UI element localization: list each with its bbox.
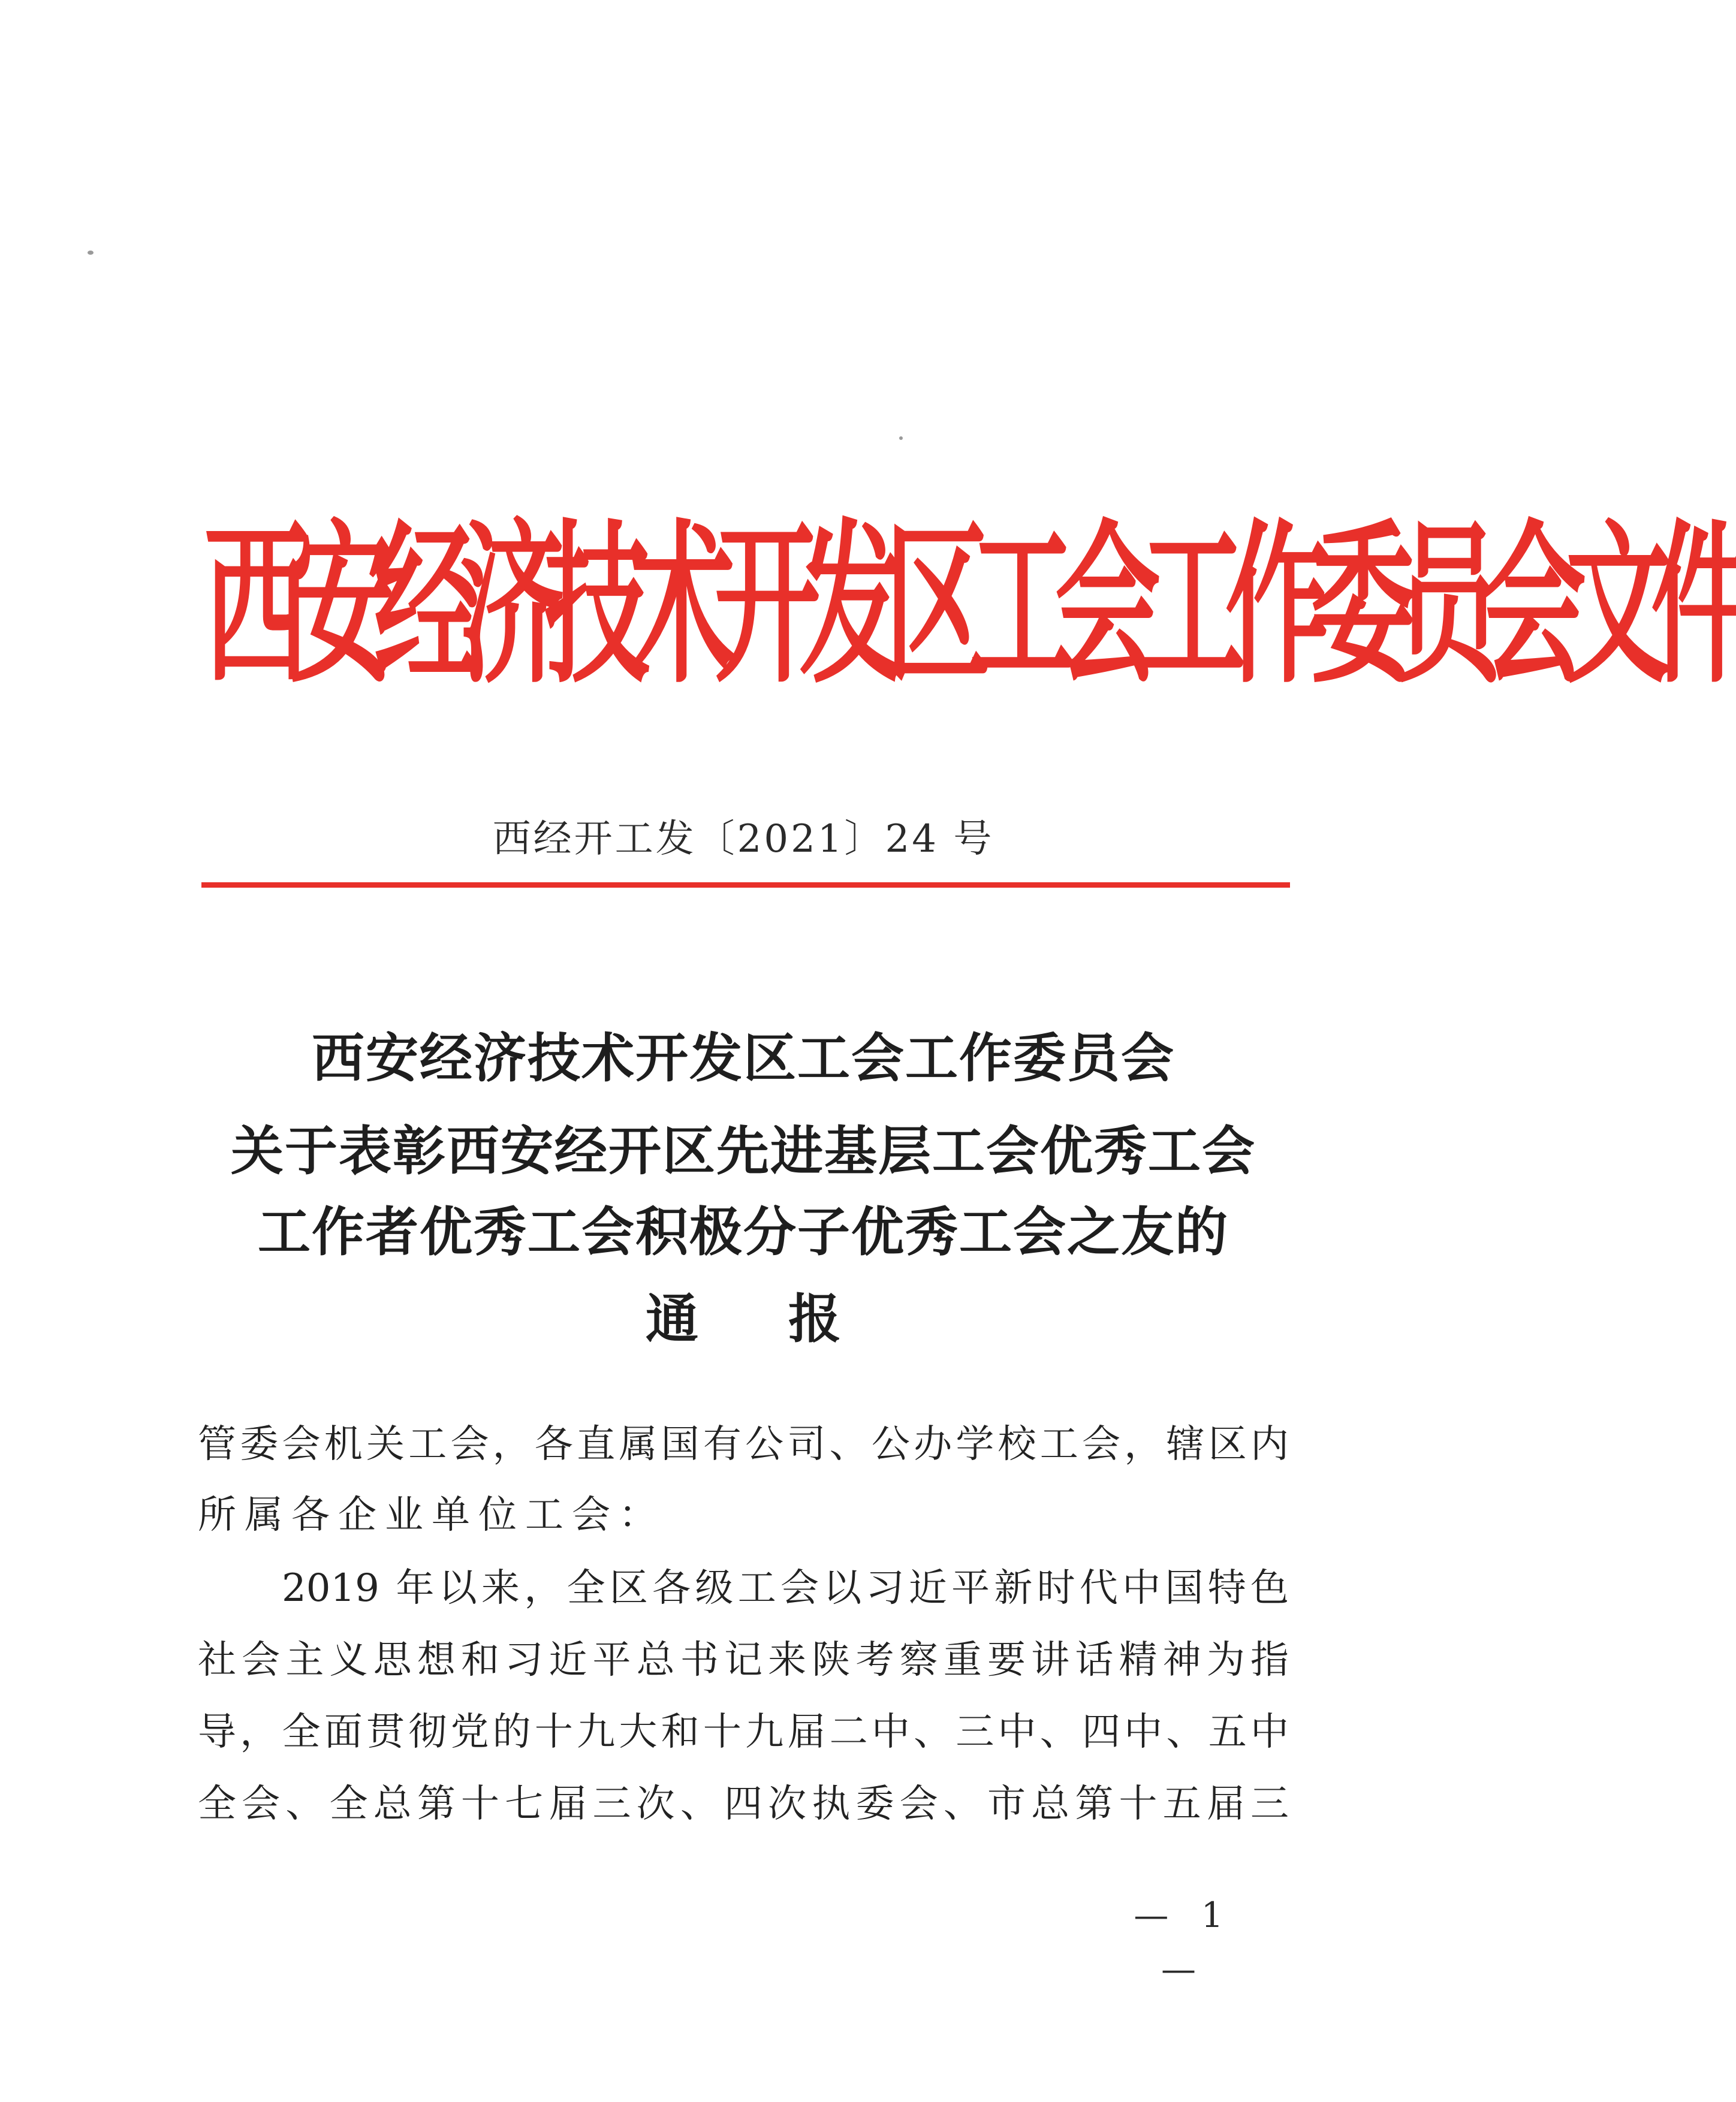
paragraph-line-4: 全会、全总第十七届三次、四次执委会、市总第十五届三	[198, 1782, 1289, 1826]
notice-title-line-1: 西安经济技术开发区工会工作委员会	[311, 1027, 1175, 1089]
masthead-title: 西安经济技术开发区工会工作委员会文件	[204, 502, 1736, 707]
notice-title-line-2: 关于表彰西安经开区先进基层工会优秀工会	[230, 1120, 1256, 1182]
notice-title-line-4: 通报	[645, 1287, 931, 1350]
document-number: 西经开工发〔2021〕24 号	[492, 817, 994, 861]
paragraph-line-1: 2019 年以来，全区各级工会以习近平新时代中国特色	[282, 1566, 1289, 1611]
scan-speck	[88, 251, 94, 255]
addressee-line-1: 管委会机关工会，各直属国有公司、公办学校工会，辖区内	[198, 1422, 1289, 1467]
red-separator-rule	[201, 882, 1290, 888]
addressee-line-2: 所属各企业单位工会：	[198, 1493, 665, 1537]
paragraph-line-3: 导，全面贯彻党的十九大和十九届二中、三中、四中、五中	[198, 1710, 1289, 1754]
paragraph-line-2: 社会主义思想和习近平总书记来陕考察重要讲话精神为指	[198, 1638, 1289, 1682]
page-number: — 1 —	[1134, 1895, 1234, 1989]
scan-speck	[899, 436, 903, 440]
notice-title-line-3: 工作者优秀工会积极分子优秀工会之友的	[257, 1201, 1229, 1263]
